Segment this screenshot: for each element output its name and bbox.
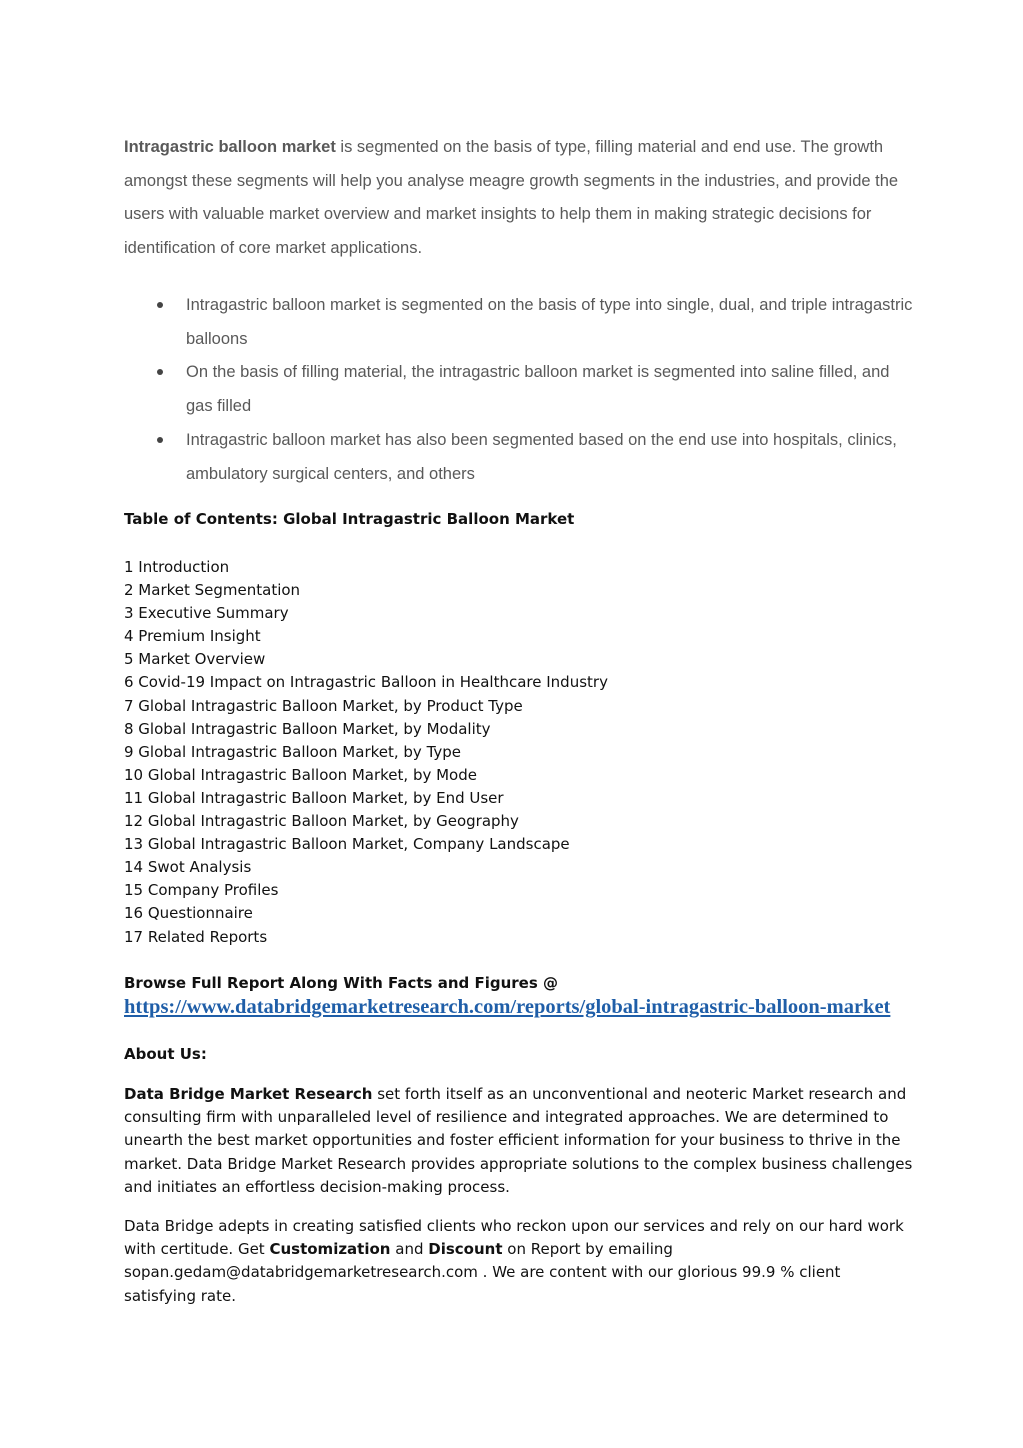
bullet-text: On the basis of filling material, the intragastric balloon market is segmented into saline filled, and gas filled [186, 363, 890, 416]
toc-item: 6 Covid-19 Impact on Intragastric Balloon in Healthcare Industry [124, 673, 608, 692]
discount-bold: Discount [428, 1240, 503, 1259]
toc-title: Table of Contents: Global Intragastric Balloon Market [124, 510, 575, 528]
toc-item: 8 Global Intragastric Balloon Market, by Modality [124, 719, 491, 738]
intro-paragraph [124, 131, 914, 266]
intro-text: is segmented on the basis of type, filling material and end use. The growth amongst these segments will help you analyse meagre growth segments in the industries, and provide the users with valuable market overview and market insights to help them in making strategic decisions for identification of core market applications. [124, 138, 899, 258]
toc-item: 5 Market Overview [124, 650, 266, 669]
bullet-text: Intragastric balloon market has also been segmented based on the end use into hospitals, clinics, ambulatory surgical centers, and others [186, 430, 897, 483]
about-paragraph-2-text-a: Data Bridge adepts in creating satisfied clients who reckon upon our services and rely on our hard work with certitude. Get [124, 1217, 904, 1259]
toc-item: 1 Introduction [124, 558, 230, 576]
toc-item: 4 Premium Insight [124, 627, 261, 646]
toc-item: 9 Global Intragastric Balloon Market, by Type [124, 742, 462, 761]
toc-item: 3 Executive Summary [124, 604, 289, 623]
customization-bold: Customization [269, 1240, 391, 1259]
browse-report-label: Browse Full Report Along With Facts and Figures @ [124, 974, 558, 992]
toc-item: 7 Global Intragastric Balloon Market, by Product Type [124, 696, 523, 715]
toc-item: 12 Global Intragastric Balloon Market, by Geography [124, 812, 519, 831]
table-of-contents [124, 556, 608, 949]
intro-bold-lead: Intragastric balloon market [124, 138, 336, 156]
full-report-link[interactable]: https://www.databridgemarketresearch.com/reports/global-intragastric-balloon-market [124, 996, 891, 1018]
company-name: Data Bridge Market Research [124, 1085, 373, 1103]
bullet-dot-icon [157, 369, 163, 375]
about-paragraph-2-text-c: on Report by emailing sopan.gedam@databridgemarketresearch.com . We are content with our glorious 99.9 % client satisfying rate. [124, 1240, 841, 1305]
toc-item: 16 Questionnaire [124, 904, 253, 923]
bullet-text: Intragastric balloon market is segmented on the basis of type into single, dual, and triple intragastric balloons [186, 296, 913, 348]
toc-item: 11 Global Intragastric Balloon Market, by End User [124, 788, 504, 807]
bullet-dot-icon [157, 437, 163, 443]
toc-item: 14 Swot Analysis [124, 858, 252, 877]
toc-item: 13 Global Intragastric Balloon Market, Company Landscape [124, 835, 570, 854]
toc-item: 15 Company Profiles [124, 881, 279, 900]
about-paragraph-2-text-b: and [390, 1240, 429, 1259]
toc-item: 2 Market Segmentation [124, 581, 301, 600]
about-paragraph-2 [124, 1215, 914, 1308]
bullet-item [124, 424, 914, 491]
segmentation-bullet-list [124, 289, 914, 491]
about-paragraph-1-text: set forth itself as an unconventional and neoteric Market research and consulting firm with unparalleled level of resilience and integrated approaches. We are determined to unearth the best market opportunities and foster efficient information for your business to thrive in the market. Data Bridge Market Research provides appropriate solutions to the complex business challenges and initiates an effortless decision-making process. [124, 1085, 913, 1196]
bullet-item [124, 289, 914, 356]
bullet-dot-icon [157, 302, 163, 308]
about-paragraph-1 [124, 1083, 914, 1199]
toc-item: 17 Related Reports [124, 927, 268, 946]
toc-item: 10 Global Intragastric Balloon Market, by Mode [124, 765, 477, 784]
about-us-heading: About Us: [124, 1045, 207, 1063]
bullet-item [124, 356, 914, 423]
